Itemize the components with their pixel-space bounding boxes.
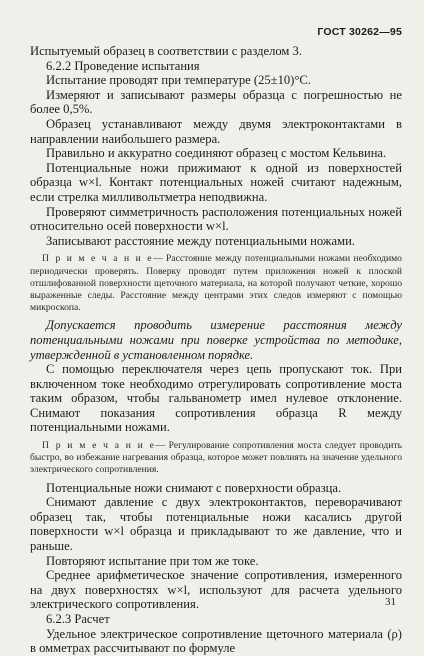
paragraph: Измеряют и записывают размеры образца с погрешностью не более 0,5%. (30, 87, 402, 117)
paragraph: Правильно и аккуратно соединяют образец с мостом Кельвина. (46, 146, 387, 161)
note-text: — Регулирование сопротивления моста следует проводить быстро, во избежание нагревания образца, которое может повлиять на значение удельного электрического сопротивления. (30, 440, 402, 476)
section-heading-6-2-3: 6.2.3 Расчет (46, 612, 110, 627)
note-block (30, 440, 402, 477)
page-content (30, 44, 402, 656)
paragraph: Испытание проводят при температуре (25±10)°С. (46, 73, 311, 88)
paragraph: Испытуемый образец в соответствии с разделом 3. (30, 44, 302, 58)
paragraph: С помощью переключателя через цепь пропускают ток. При включенном токе необходимо отрегулировать сопротивление моста таким образом, чтобы гальванометр имел нулевое отклонение. Снимают показания сопротивления образца R между потенциальными ножами. (30, 362, 402, 435)
note-label: П р и м е ч а н и е (42, 440, 156, 452)
page-number: 31 (385, 596, 396, 608)
section-heading-6-2-2: 6.2.2 Проведение испытания (46, 58, 200, 73)
paragraph: Потенциальные ножи прижимают к одной из поверхностей образца w×l. Контакт потенциальных ножей считают надежным, если стрелка милливольтметра неподвижна. (30, 160, 402, 204)
paragraph: Образец устанавливают между двумя электроконтактами в направлении наибольшего размера. (30, 116, 402, 146)
paragraph: Среднее арифметическое значение сопротивления, измеренного на двух поверхностях w×l, используют для расчета удельного электрического сопротивления. (30, 568, 402, 612)
paragraph: Повторяют испытание при том же токе. (46, 553, 259, 568)
paragraph: Удельное электрическое сопротивление щеточного материала (ρ) в омметрах рассчитывают по формуле (30, 626, 402, 656)
note-label: П р и м е ч а н и е (42, 253, 154, 265)
page-header: ГОСТ 30262—95 (317, 26, 402, 38)
note-text: — Расстояние между потенциальными ножами необходимо периодически проверять. Поверку проводят путем приложения ножей к плоской отшлифованной поверхности щеточного материала, на которой получают четкие, хорошо выраженные следы. Расстояние между центрами этих следов измеряют с помощью микроскопа. (30, 253, 402, 314)
paragraph: Потенциальные ножи снимают с поверхности образца. (46, 480, 342, 495)
paragraph: Снимают давление с двух электроконтактов, переворачивают образец так, чтобы потенциальные ножи касались другой поверхности w×l образца и прикладывают то же давление, что и раньше. (30, 495, 402, 554)
paragraph: Записывают расстояние между потенциальными ножами. (46, 233, 355, 248)
note-block (30, 253, 402, 314)
paragraph: Проверяют симметричность расположения потенциальных ножей относительно осей поверхности w×l. (30, 204, 402, 234)
italic-paragraph: Допускается проводить измерение расстояния между потенциальными ножами при поверке устройства по методике, утвержденной в установленном порядке. (30, 318, 402, 362)
